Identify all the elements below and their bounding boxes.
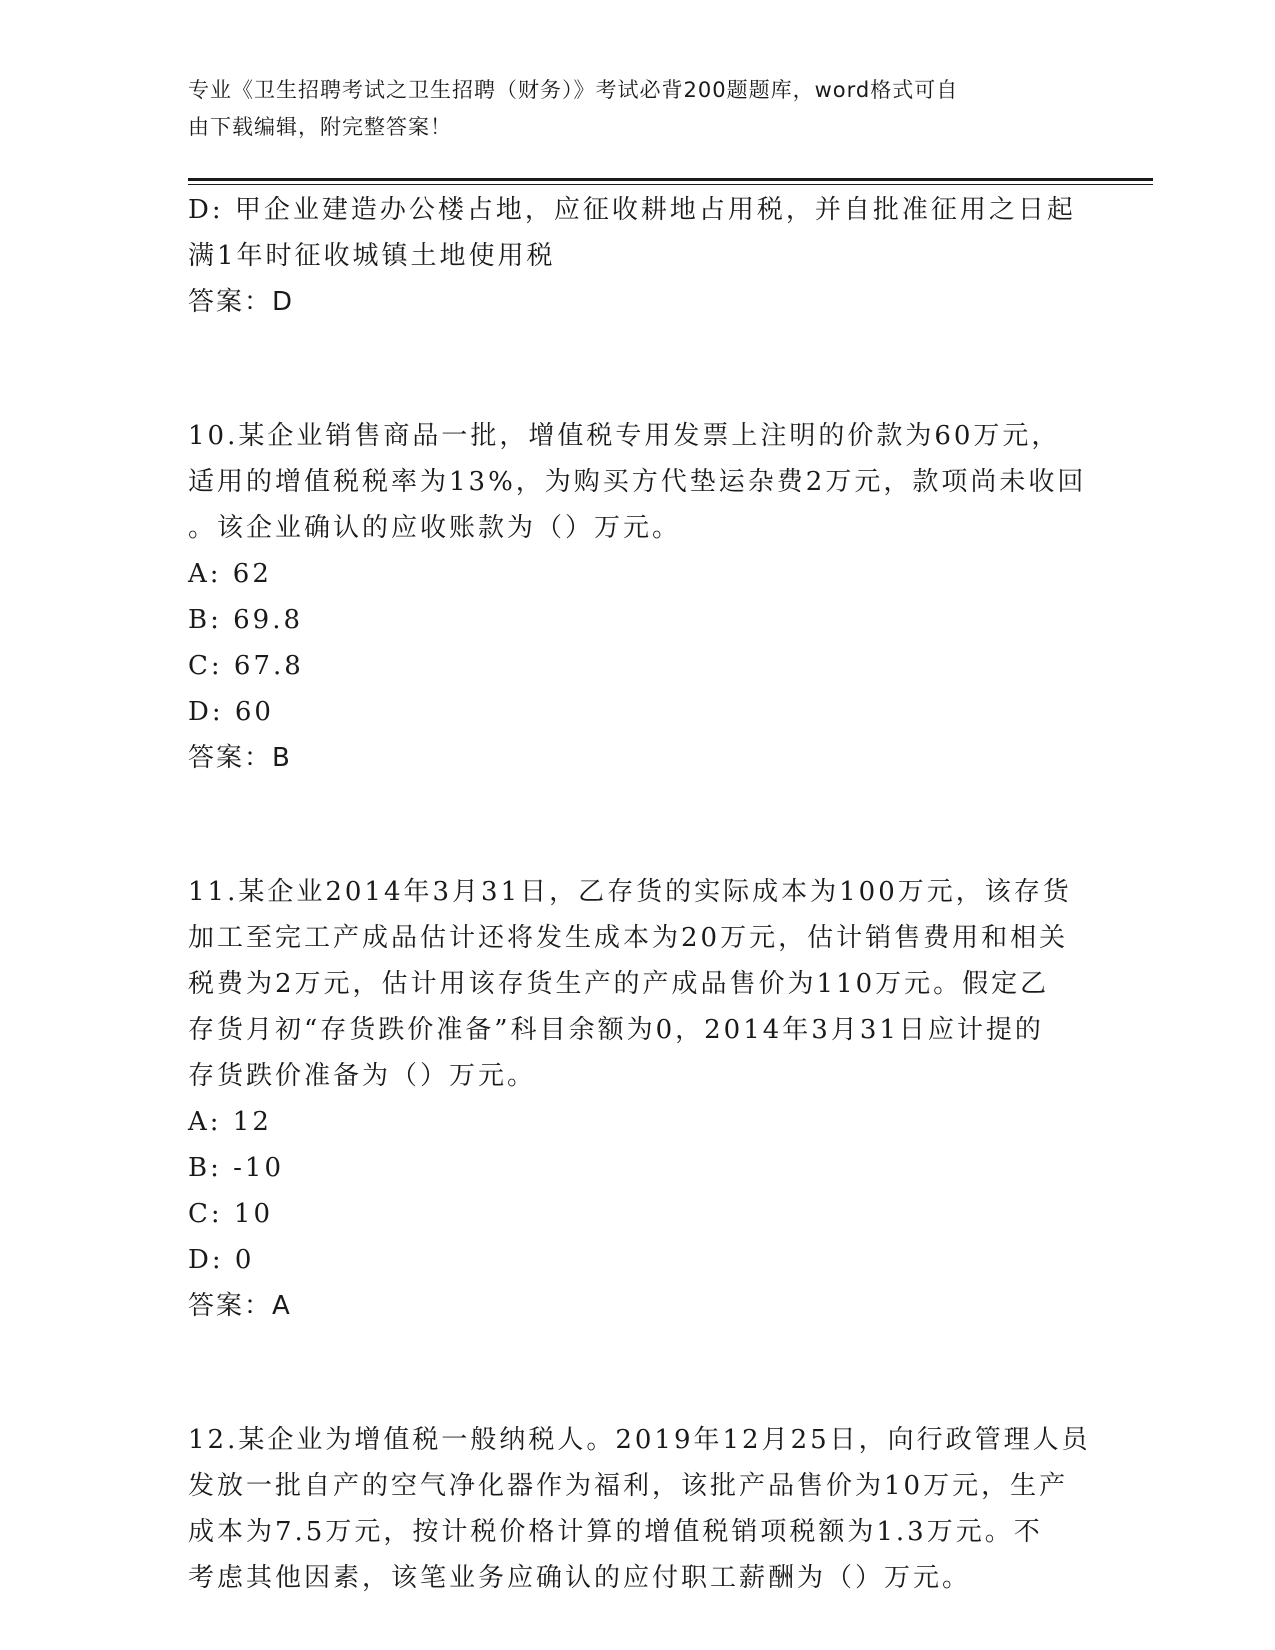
option-d-continued: 满1年时征收城镇土地使用税 — [188, 241, 556, 271]
question-stem-line: 存货跌价准备为（）万元。 — [188, 1061, 537, 1091]
answer-label: 答案：A — [188, 1291, 292, 1321]
question-gap — [188, 325, 1088, 413]
header-title-line-1: 专业《卫生招聘考试之卫生招聘（财务）》考试必背200题题库，word格式可自 — [188, 78, 959, 102]
option-a: A: 12 — [188, 1107, 272, 1137]
question-stem-line: 10.某企业销售商品一批，增值税专用发票上注明的价款为60万元， — [188, 421, 1061, 451]
question-list — [188, 187, 1091, 1601]
question-10 — [188, 413, 1088, 781]
header-title-line-2: 由下载编辑，附完整答案！ — [188, 115, 452, 139]
previous-question-tail — [188, 187, 1088, 325]
header-divider-thin — [188, 184, 1153, 185]
option-d: D: 甲企业建造办公楼占地，应征收耕地占用税，并自批准征用之日起 — [188, 195, 1076, 225]
question-stem-line: 发放一批自产的空气净化器作为福利，该批产品售价为10万元，生产 — [188, 1471, 1069, 1501]
question-stem-line: 考虑其他因素，该笔业务应确认的应付职工薪酬为（）万元。 — [188, 1563, 972, 1593]
option-b: B: 69.8 — [188, 605, 304, 635]
option-d: D: 60 — [188, 697, 274, 727]
document-header — [188, 72, 1088, 146]
option-a: A: 62 — [188, 559, 272, 589]
answer-label: 答案：D — [188, 287, 295, 317]
option-b: B: -10 — [188, 1153, 284, 1183]
question-gap — [188, 1329, 1088, 1417]
question-stem-line: 税费为2万元，估计用该存货生产的产成品售价为110万元。假定乙 — [188, 969, 1050, 999]
question-12 — [188, 1417, 1091, 1601]
option-c: C: 67.8 — [188, 651, 304, 681]
option-c: C: 10 — [188, 1199, 274, 1229]
question-11 — [188, 869, 1088, 1329]
question-stem-line: 加工至完工产成品估计还将发生成本为20万元，估计销售费用和相关 — [188, 923, 1069, 953]
question-stem-line: 适用的增值税税率为13%，为购买方代垫运杂费2万元，款项尚未收回 — [188, 467, 1087, 497]
question-stem-line: 11.某企业2014年3月31日，乙存货的实际成本为100万元，该存货 — [188, 877, 1072, 907]
header-divider-thick — [188, 178, 1153, 181]
question-stem-line: 存货月初“存货跌价准备”科目余额为0，2014年3月31日应计提的 — [188, 1015, 1044, 1045]
question-gap — [188, 781, 1088, 869]
question-stem-line: 成本为7.5万元，按计税价格计算的增值税销项税额为1.3万元。不 — [188, 1517, 1043, 1547]
option-d: D: 0 — [188, 1245, 255, 1275]
question-stem-line: 12.某企业为增值税一般纳税人。2019年12月25日，向行政管理人员 — [188, 1425, 1091, 1455]
question-stem-line: 。该企业确认的应收账款为（）万元。 — [188, 513, 682, 543]
answer-label: 答案：B — [188, 743, 292, 773]
